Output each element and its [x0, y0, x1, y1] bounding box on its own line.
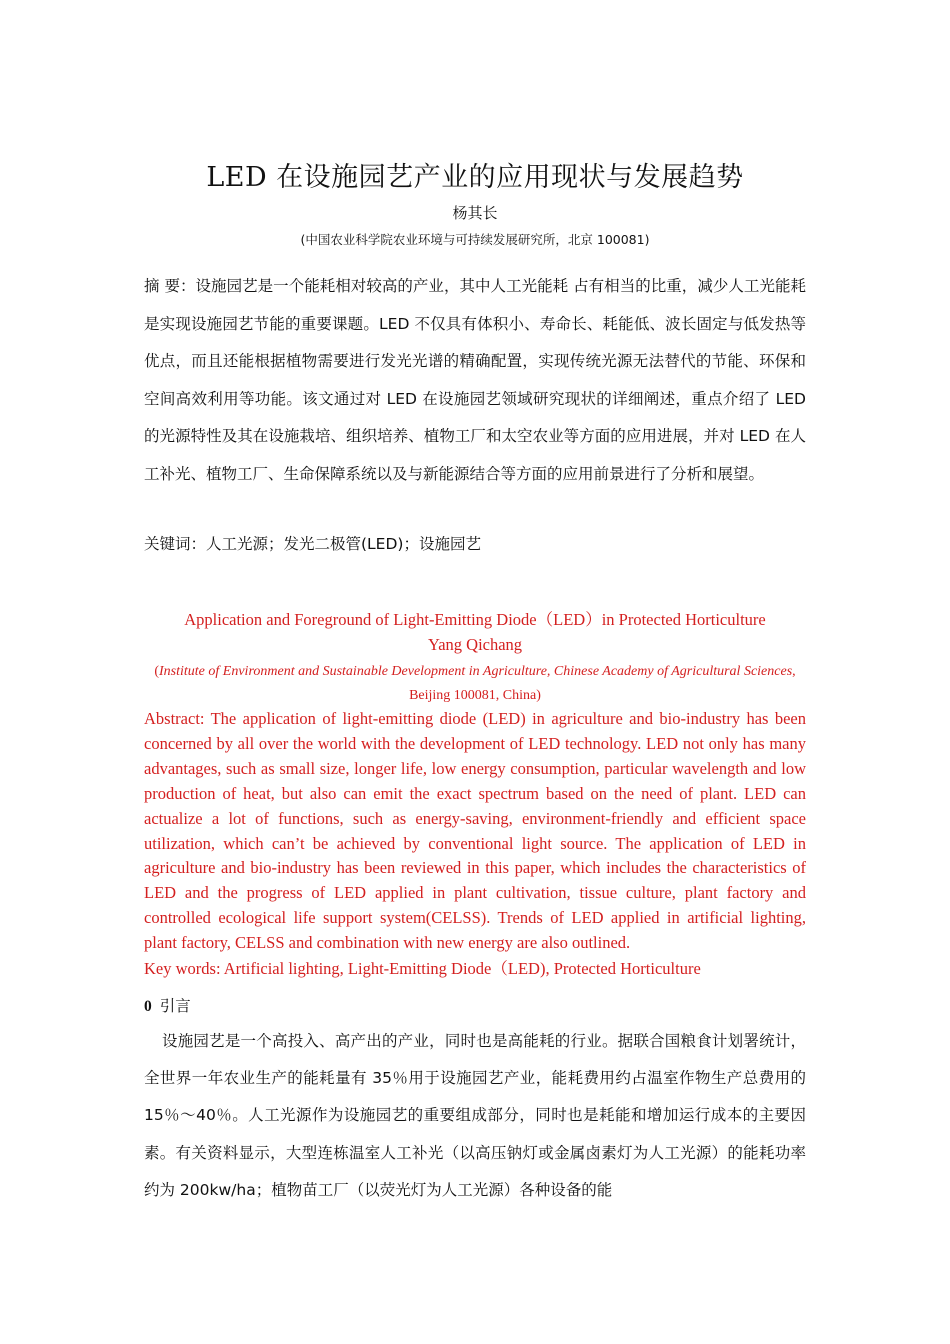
abstract-chinese: 摘 要：设施园艺是一个能耗相对较高的产业，其中人工光能耗 占有相当的比重，减少人工光能耗是实现设施园艺节能的重要课题。LED 不仅具有体积小、寿命长、耗能低、波长固定与低发热等优点，而且还能根据植物需要进行发光光谱的精确配置，实现传统光源无法替代的节能、环保和空间高效利用等功能。该文通过对 LED 在设施园艺领域研究现状的详细阐述，重点介绍了 LED 的光源特性及其在设施栽培、组织培养、植物工厂和太空农业等方面的应用进展，并对 LED 在人工补光、植物工厂、生命保障系统以及与新能源结合等方面的应用前景进行了分析和展望。 — [144, 277, 806, 483]
section-heading — [144, 993, 806, 1020]
affiliation-institute: Institute of Environment and Sustainable Development in Agriculture, Chinese Academy of Agricultural Sciences — [159, 664, 793, 679]
english-author: Yang Qichang — [427, 635, 523, 654]
keywords-chinese: 关键词：人工光源；发光二极管(LED)；设施园艺 — [144, 535, 481, 553]
section-title: 引言 — [159, 997, 191, 1015]
author-affiliation: (中国农业科学院农业环境与可持续发展研究所，北京 100081) — [300, 232, 650, 247]
author-name: 杨其长 — [452, 204, 498, 222]
english-keywords: Key words: Artificial lighting, Light-Emitting Diode（LED), Protected Horticulture — [144, 959, 701, 978]
affiliation-paren: ( — [154, 664, 160, 679]
affiliation-location: , Beijing 100081, China) — [409, 664, 796, 703]
english-abstract: Abstract: The application of light-emitting diode (LED) in agriculture and bio-industry has been concerned by all over the world with the development of LED technology. LED not only has many advantages, such as small size, longer life, low energy consumption, particular wavelength and low production of heat, but also can emit the exact spectrum based on the need of plant. LED can actualize a lot of functions, such as energy-saving, environment-friendly and efficient space utilization, which can’t be achieved by conventional light source. The application of LED in agriculture and bio-industry has been reviewed in this paper, which includes the characteristics of LED and the progress of LED applied in plant cultivation, tissue culture, plant factory and controlled ecological life support system(CELSS). Trends of LED applied in artificial lighting, plant factory, CELSS and combination with new energy are also outlined. — [144, 709, 806, 953]
paper-title: LED 在设施园艺产业的应用现状与发展趋势 — [206, 162, 744, 193]
introduction-paragraph: 设施园艺是一个高投入、高产出的产业，同时也是高能耗的行业。据联合国粮食计划署统计，全世界一年农业生产的能耗量有 35％用于设施园艺产业，能耗费用约占温室作物生产总费用的 15％～40％。人工光源作为设施园艺的重要组成部分，同时也是耗能和增加运行成本的主要因素。有关资料显示，大型连栋温室人工补光（以高压钠灯或金属卤素灯为人工光源）的能耗功率约为 200kw/ha；植物苗工厂（以荧光灯为人工光源）各种设备的能 — [144, 1032, 806, 1199]
english-affiliation — [144, 660, 806, 708]
section-number: 0 — [144, 998, 152, 1015]
english-title: Application and Foreground of Light-Emitting Diode（LED）in Protected Horticulture — [184, 610, 766, 629]
